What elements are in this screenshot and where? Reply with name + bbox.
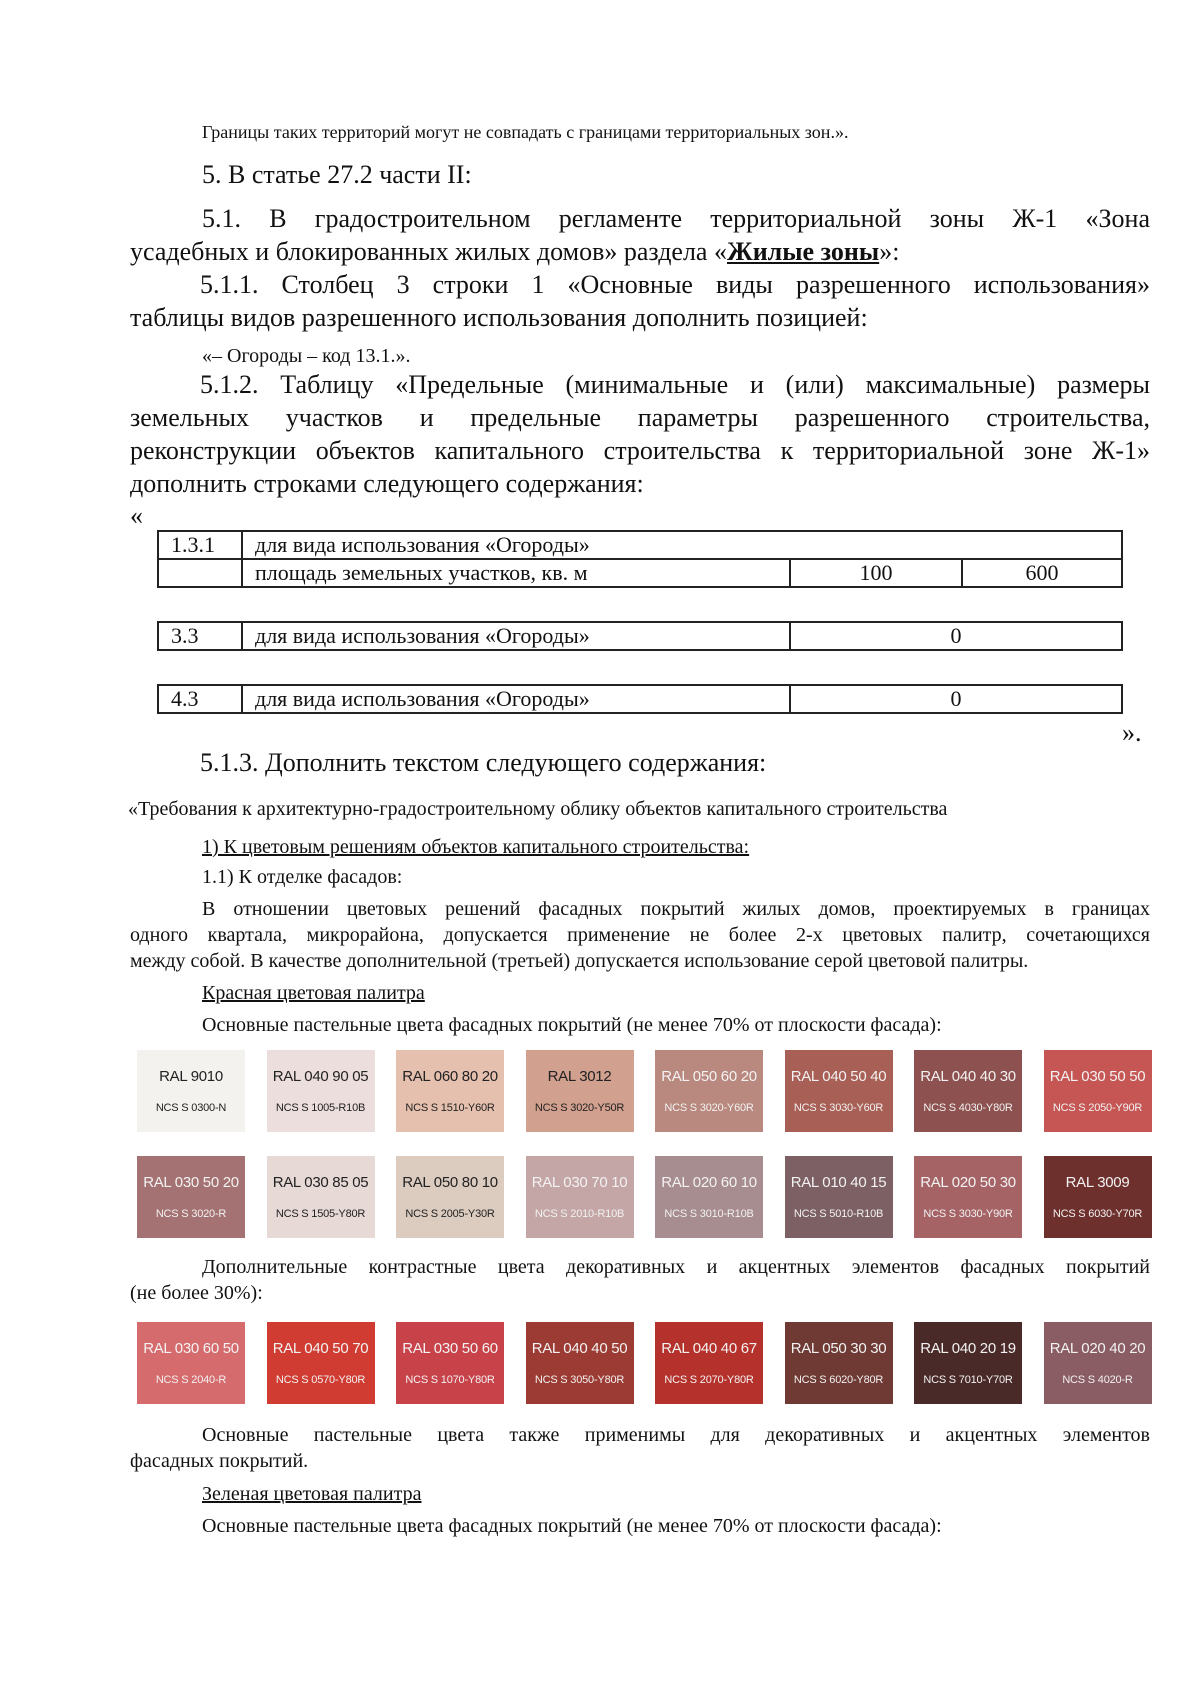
color-swatch [396,1156,504,1238]
swatch-ral-code: RAL 030 60 50 [143,1340,239,1357]
paragraph-line: реконструкции объектов капитального строительства к территориальной зоне Ж-1» [130,436,1150,465]
palette-title: Зеленая цветовая палитра [202,1483,422,1505]
swatch-ncs-code: NCS S 2070-Y80R [664,1374,754,1386]
paragraph-line: между собой. В качестве дополнительной (третьей) допускается использование серой цветовой палитры. [130,950,1029,972]
color-swatch [137,1050,245,1132]
color-swatch [267,1156,375,1238]
color-swatch [655,1322,763,1404]
color-swatch [655,1156,763,1238]
table-cell: площадь земельных участков, кв. м [242,559,790,587]
table-cell: 0 [790,622,1122,650]
swatch-ncs-code: NCS S 0570-Y80R [275,1374,366,1386]
swatch-ral-code: RAL 040 50 70 [272,1340,369,1357]
regulation-table-2 [157,621,1123,651]
color-swatch [914,1156,1022,1238]
swatch-ral-code: RAL 030 50 20 [143,1174,239,1191]
table-cell [158,559,242,587]
paragraph-line: дополнить строками следующего содержания: [130,469,644,498]
swatch-ral-code: RAL 040 40 50 [531,1340,628,1357]
table-cell: 4.3 [158,685,242,713]
table-row [158,622,1122,650]
color-swatch [785,1322,893,1404]
swatch-ral-code: RAL 060 80 20 [402,1068,498,1085]
color-swatch [396,1050,504,1132]
swatch-ncs-code: NCS S 0300-N [155,1102,227,1114]
color-swatch [267,1322,375,1404]
text-line: «– Огороды – код 13.1.». [202,345,411,367]
swatch-ncs-code: NCS S 5010-R10B [793,1208,884,1220]
color-swatch [1044,1050,1152,1132]
swatch-ncs-code: NCS S 2010-R10B [534,1208,625,1220]
swatch-ral-code: RAL 3012 [547,1068,612,1085]
zone-name-bold: Жилые зоны [726,237,880,266]
swatch-ral-code: RAL 020 60 10 [661,1174,757,1191]
table-row [158,559,1122,587]
paragraph-line: 5.1.1. Столбец 3 строки 1 «Основные виды разрешенного использования» [200,270,1150,299]
swatch-ral-code: RAL 040 20 19 [920,1340,1016,1357]
text-line: Основные пастельные цвета фасадных покрытий (не менее 70% от плоскости фасада): [202,1515,942,1537]
swatch-ncs-code: NCS S 3020-Y60R [664,1102,754,1114]
palette-title: Красная цветовая палитра [202,982,425,1004]
color-swatch [526,1050,634,1132]
swatch-ral-code: RAL 3009 [1065,1174,1130,1191]
paragraph-line: (не более 30%): [130,1282,263,1304]
color-swatch [785,1050,893,1132]
paragraph-line: В отношении цветовых решений фасадных покрытий жилых домов, проектируемых в границах [202,898,1150,920]
color-swatch [1044,1322,1152,1404]
swatch-ral-code: RAL 040 50 40 [790,1068,887,1085]
swatch-ral-code: RAL 020 50 30 [920,1174,1016,1191]
swatch-ncs-code: NCS S 3010-R10B [664,1208,754,1220]
text-line: «Требования к архитектурно-градостроительному облику объектов капитального строительства [128,798,948,820]
table-cell: 100 [790,559,962,587]
swatch-ncs-code: NCS S 3020-R [155,1208,227,1220]
swatch-ncs-code: NCS S 3030-Y90R [923,1208,1013,1220]
paragraph-line: фасадных покрытий. [130,1450,309,1472]
swatch-ral-code: RAL 030 50 60 [402,1340,498,1357]
paragraph-line: Основные пастельные цвета также применимы для декоративных и акцентных элементов [202,1424,1150,1446]
paragraph-line: одного квартала, микрорайона, допускается применение не более 2-х цветовых палитр, сочетающихся [130,924,1150,946]
table-row [158,685,1122,713]
swatch-ral-code: RAL 040 40 30 [920,1068,1016,1085]
color-swatch [267,1050,375,1132]
table-cell: 1.3.1 [158,531,242,559]
color-swatch [655,1050,763,1132]
color-swatch [914,1322,1022,1404]
text-span: »: [879,237,900,266]
section-heading: 5. В статье 27.2 части II: [202,160,472,189]
table-cell: 0 [790,685,1122,713]
table-row [158,531,1122,559]
color-swatch [1044,1156,1152,1238]
table-cell: для вида использования «Огороды» [242,685,790,713]
paragraph-line: земельных участков и предельные параметры разрешенного строительства, [130,403,1150,432]
swatch-ral-code: RAL 050 80 10 [402,1174,498,1191]
swatch-ral-code: RAL 050 60 20 [661,1068,757,1085]
swatch-ncs-code: NCS S 3020-Y50R [534,1102,625,1114]
swatch-ral-code: RAL 050 30 30 [790,1340,887,1357]
swatch-ncs-code: NCS S 2005-Y30R [405,1208,495,1220]
table-cell: 3.3 [158,622,242,650]
table-cell: 600 [962,559,1122,587]
swatch-ncs-code: NCS S 4030-Y80R [923,1102,1013,1114]
swatch-ral-code: RAL 030 50 50 [1049,1068,1146,1085]
table-cell: для вида использования «Огороды» [242,622,790,650]
text-span: усадебных и блокированных жилых домов» раздела « [130,237,727,266]
swatch-ncs-code: NCS S 2050-Y90R [1052,1102,1143,1114]
swatch-ral-code: RAL 9010 [159,1068,223,1085]
color-swatch [137,1156,245,1238]
color-swatch [396,1322,504,1404]
swatch-ncs-code: NCS S 4020-R [1062,1374,1133,1386]
regulation-table-1 [157,530,1123,588]
color-swatch [914,1050,1022,1132]
swatch-ncs-code: NCS S 6020-Y80R [793,1374,884,1386]
regulation-table-3 [157,684,1123,714]
color-swatch [785,1156,893,1238]
text-line: 1.1) К отделке фасадов: [202,866,403,888]
color-swatch [526,1156,634,1238]
swatch-ral-code: RAL 040 40 67 [661,1340,757,1357]
paragraph-line: Дополнительные контрастные цвета декоративных и акцентных элементов фасадных покрытий [202,1256,1150,1278]
table-cell: для вида использования «Огороды» [242,531,1122,559]
section-heading: 5.1.3. Дополнить текстом следующего содержания: [200,748,767,777]
swatch-ral-code: RAL 010 40 15 [790,1174,887,1191]
paragraph-line [130,237,899,267]
swatch-ral-code: RAL 030 85 05 [272,1174,369,1191]
swatch-ncs-code: NCS S 1505-Y80R [275,1208,366,1220]
swatch-ncs-code: NCS S 7010-Y70R [923,1374,1013,1386]
color-swatch [526,1322,634,1404]
paragraph-line: 5.1. В градостроительном регламенте территориальной зоны Ж-1 «Зона [202,204,1150,233]
subheading-underlined: 1) К цветовым решениям объектов капитального строительства: [202,836,750,858]
swatch-ncs-code: NCS S 3050-Y80R [534,1374,625,1386]
swatch-ral-code: RAL 040 90 05 [272,1068,369,1085]
paragraph-line: таблицы видов разрешенного использования дополнить позицией: [130,303,868,332]
close-quote: ». [1122,718,1142,747]
color-swatch [137,1322,245,1404]
text-line: Границы таких территорий могут не совпадать с границами территориальных зон.». [202,122,849,142]
swatch-ncs-code: NCS S 1070-Y80R [405,1374,495,1386]
swatch-ncs-code: NCS S 3030-Y60R [793,1102,884,1114]
text-line: Основные пастельные цвета фасадных покрытий (не менее 70% от плоскости фасада): [202,1014,942,1036]
swatch-ncs-code: NCS S 2040-R [155,1374,227,1386]
swatch-ral-code: RAL 030 70 10 [531,1174,628,1191]
open-quote: « [130,501,143,530]
swatch-ncs-code: NCS S 1510-Y60R [405,1102,495,1114]
swatch-ral-code: RAL 020 40 20 [1049,1340,1146,1357]
swatch-ncs-code: NCS S 1005-R10B [275,1102,366,1114]
swatch-ncs-code: NCS S 6030-Y70R [1052,1208,1143,1220]
paragraph-line: 5.1.2. Таблицу «Предельные (минимальные и (или) максимальные) размеры [200,370,1150,399]
